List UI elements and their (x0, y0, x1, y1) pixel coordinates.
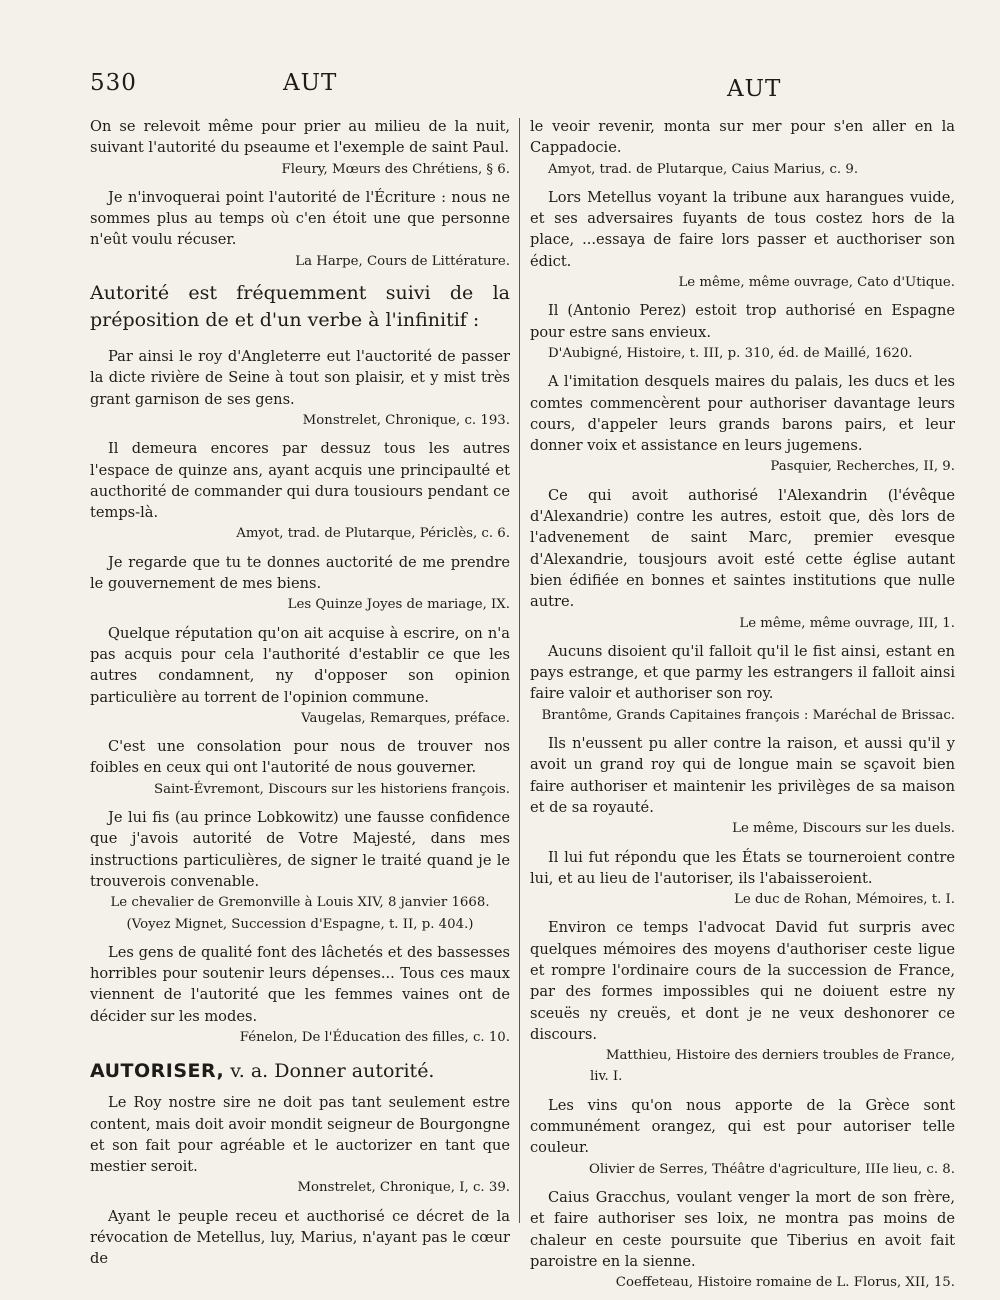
quotation: Il demeura encores par dessuz tous les autres l'espace de quinze ans, ayant acquis une principaulté et aucthorité de commander qui dura tousiours pendant ce temps-là. (90, 440, 510, 522)
quotation: Il (Antonio Perez) estoit trop authorisé en Espagne pour estre sans envieux. (530, 302, 955, 341)
page-number: 530 (90, 70, 137, 96)
usage-note: Autorité est fréquemment suivi de la préposition de et d'un verbe à l'infinitif : (90, 282, 510, 332)
quotation: Quelque réputation qu'on ait acquise à escrire, on n'a pas acquis pour cela l'authorité d'establir ce que les autres condamnent, ny d'opposer son opinion particulière au torrent de l'opinion commune. (90, 624, 510, 706)
quotation: Ayant le peuple receu et aucthorisé ce décret de la révocation de Metellus, luy, Marius, n'ayant pas le cœur de (90, 1207, 510, 1268)
quotation: A l'imitation desquels maires du palais, les ducs et les comtes commencèrent pour authoriser davantage leurs cours, d'appeler leurs grands barons pairs, et leur donner voix et assistance en leurs jugemens. (530, 373, 955, 455)
citation: Matthieu, Histoire des derniers troubles de France, (605, 1048, 955, 1064)
right-column (530, 116, 955, 1300)
quotation: C'est une consolation pour nous de trouver nos foibles en ceux qui ont l'autorité de nous gouverner. (90, 738, 510, 777)
citation: D'Aubigné, Histoire, t. III, p. 310, éd. de Maillé, 1620. (548, 345, 913, 361)
quotation: Par ainsi le roy d'Angleterre eut l'auctorité de passer la dicte rivière de Seine à tout son plaisir, et y mist très grant garnison de ses gens. (90, 348, 510, 408)
quotation: le veoir revenir, monta sur mer pour s'en aller en la Cappadocie. (530, 118, 955, 157)
citation: Saint-Évremont, Discours sur les historiens françois. (153, 781, 510, 797)
citation: liv. I. (590, 1069, 623, 1085)
quotation: Le Roy nostre sire ne doit pas tant seulement estre content, mais doit avoir mondit seigneur de Bourgongne et son fait pour agréable et le auctorizer en tant que mestier seroit. (90, 1094, 510, 1176)
dictionary-entry (90, 1058, 510, 1084)
quotation: Les gens de qualité font des lâchetés et des bassesses horribles pour soutenir leurs dépenses... Tous ces maux viennent de l'autorité que les femmes vaines ont de décider sur les modes. (90, 943, 510, 1025)
citation: Les Quinze Joyes de mariage, IX. (287, 597, 510, 613)
left-column (90, 116, 510, 1270)
quotation: Environ ce temps l'advocat David fut surpris avec quelques mémoires des moyens d'authoriser ceste ligue et rompre l'ordinaire cours de la succession de France, par des formes impossibles qui ne doiuent estre ny sceuës ny creuës, et dont je ne veux deshonorer ce discours. (530, 919, 955, 1043)
citation: La Harpe, Cours de Littérature. (295, 253, 510, 269)
quotation: Aucuns disoient qu'il falloit qu'il le fist ainsi, estant en pays estrange, et que parmy les estrangers il falloit ainsi faire valoir et authoriser son roy. (530, 642, 955, 703)
citation: Olivier de Serres, Théâtre d'agriculture, IIIe lieu, c. 8. (589, 1161, 955, 1177)
quotation: On se relevoit même pour prier au milieu de la nuit, suivant l'autorité du pseaume et l'exemple de saint Paul. (90, 118, 510, 157)
quotation: Je n'invoquerai point l'autorité de l'Écriture : nous ne sommes plus au temps où c'en étoit une que personne n'eût voulu récuser. (90, 188, 510, 249)
quotation: Il lui fut répondu que les États se tourneroient contre lui, et au lieu de l'autoriser, ils l'abaisseroient. (530, 848, 955, 887)
quotation: Ils n'eussent pu aller contre la raison, et aussi qu'il y avoit un grand roy qui de longue main se sçavoit bien faire authoriser et maintenir les privilèges de sa maison et de sa royauté. (530, 735, 955, 816)
quotation: Lors Metellus voyant la tribune aux harangues vuide, et ses adversaires fuyants de tous costez hors de la place, ...essaya de faire lors passer et aucthoriser son édict. (530, 188, 955, 270)
entry-definition: v. a. Donner autorité. (230, 1060, 435, 1083)
citation: Amyot, trad. de Plutarque, Caius Marius, c. 9. (548, 161, 859, 177)
quotation: Les vins qu'on nous apporte de la Grèce sont communément orangez, qui est pour autoriser telle couleur. (530, 1096, 955, 1157)
citation: Le chevalier de Gremonville à Louis XIV, 8 janvier 1668. (110, 895, 490, 911)
citation: Coeffeteau, Histoire romaine de L. Florus, XII, 15. (615, 1275, 955, 1291)
citation: Monstrelet, Chronique, c. 193. (302, 412, 510, 428)
citation: Monstrelet, Chronique, I, c. 39. (297, 1180, 510, 1196)
citation: Le même, même ouvrage, III, 1. (739, 615, 955, 631)
citation: Le duc de Rohan, Mémoires, t. I. (734, 892, 955, 908)
citation: Vaugelas, Remarques, préface. (301, 710, 510, 726)
citation: (Voyez Mignet, Succession d'Espagne, t. II, p. 404.) (126, 916, 474, 932)
quotation: Je regarde que tu te donnes auctorité de me prendre le gouvernement de mes biens. (90, 553, 510, 593)
entry-headword: AUTORISER, (90, 1060, 225, 1083)
citation: Le même, Discours sur les duels. (732, 821, 955, 837)
quotation: Je lui fis (au prince Lobkowitz) une fausse confidence que j'avois autorité de Votre Majesté, dans mes instructions particulières, de signer le traité quand je le trouverois convenable. (90, 809, 510, 890)
citation: Le même, même ouvrage, Cato d'Utique. (678, 275, 955, 291)
quotation: Caius Gracchus, voulant venger la mort de son frère, et faire authoriser ses loix, ne montra pas moins de chaleur en ceste poursuite que Tiberius en avoit fait paroistre en la sienne. (530, 1188, 955, 1270)
running-head-right: AUT (727, 76, 782, 102)
quotation: Ce qui avoit authorisé l'Alexandrin (l'évêque d'Alexandrie) contre les autres, estoit que, dès lors de l'advenement de saint Marc, premier evesque d'Alexandrie, tousjours avoit esté cette église autant bien édifiée en bonnes et saintes institutions que nulle autre. (530, 486, 955, 611)
column-divider (519, 118, 520, 1223)
citation: Brantôme, Grands Capitaines françois : Maréchal de Brissac. (541, 707, 955, 723)
citation: Pasquier, Recherches, II, 9. (770, 459, 955, 475)
citation: Fleury, Mœurs des Chrétiens, § 6. (281, 161, 510, 177)
citation: Amyot, trad. de Plutarque, Périclès, c. 6. (236, 526, 510, 542)
citation: Fénelon, De l'Éducation des filles, c. 10. (239, 1029, 510, 1045)
running-head-left: AUT (283, 70, 338, 96)
